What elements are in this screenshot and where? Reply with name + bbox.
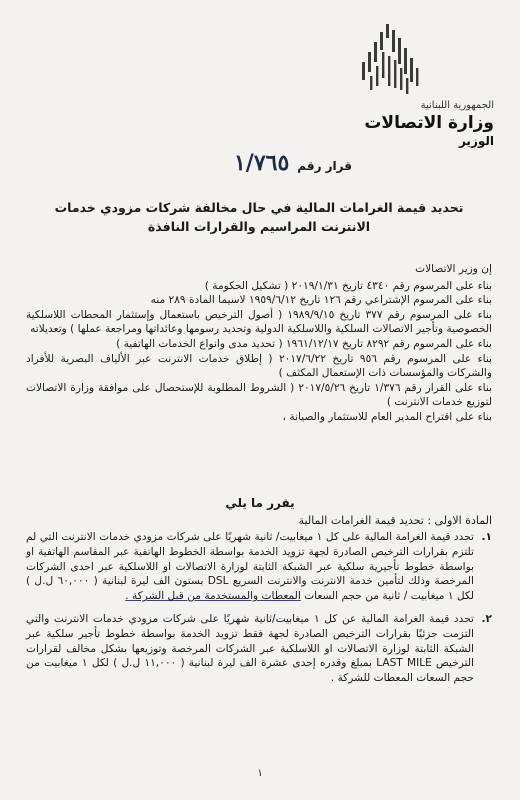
item-text: تحدد قيمة الغرامة المالية على كل ١ ميغابيت/ ثانية شهريًا على شركات مزودي خدمات الانترنت التي لم تلتزم بقرارات الترخيص الصادرة لجهة تزويد الخدمة بواسطة الخطوط الهاتفية عبر المقاسم الهاتفية او بواسطة خطوط تأجيرية سلكية عبر الشبكة الثابتة لوزارة الاتصالات او اللاسلكية عبر احدى الشركات المرخصة وذلك لتأمين خدمة الانترنت والانترنت السريع DSL بستون الف ليرة لبنانية ( ٦٠,٠٠٠ ل.ل ) لكل ١ ميغابيت / ثانية من حجم السعات bbox=[26, 531, 474, 603]
item-number: ٢. bbox=[481, 612, 492, 625]
item-text-underlined: المعطات والمستخدمة من قبل الشركة . bbox=[125, 590, 301, 603]
republic-name: الجمهورية اللبنانية bbox=[420, 100, 494, 111]
salutation: إن وزير الاتصالات bbox=[415, 263, 492, 275]
preamble-clause: بناء على المرسوم الإشتراعي رقم ١٢٦ تاريخ ١٩٥٩/٦/١٢ لاسيما المادة ٢٨٩ منه bbox=[150, 294, 492, 307]
list-item bbox=[26, 612, 492, 686]
article-one-heading: المادة الاولى : تحديد قيمة الغرامات المالية bbox=[298, 514, 492, 527]
decides-heading: يقرر ما يلي bbox=[225, 496, 295, 510]
document-title: تحديد قيمة الغرامات المالية في حال مخالفة شركات مزودي خدمات الانترنت المراسيم والقرارات النافذة bbox=[54, 200, 464, 234]
decree-number: ١/٧٦٥ bbox=[233, 150, 290, 176]
page-number: ١ bbox=[257, 768, 263, 779]
decree-line bbox=[234, 150, 352, 176]
cedar-stripes-logo-icon bbox=[352, 22, 426, 98]
item-text: تحدد قيمة الغرامة المالية عن كل ١ ميغابيت/ثانية شهريًا على شركات مزودي خدمات الانترنت والتي التزمت جزئيًا بقرارات الترخيص الصادرة لجهة فقط تزويد الخدمة بواسطة خطوط تأجير سلكية عبر الشبكة الثابتة لوزارة الاتصالات او اللاسلكية عبر الشركات المرخصة وتوزيعها بشكل مخالف لقرارات الترخيص LAST MILE بمبلغ وقدره إحدى عشرة الف ليرة لبنانية ( ١١,٠٠٠ ل.ل ) لكل ١ ميغابيت من حجم السعات المعطات للشركة . bbox=[26, 612, 474, 685]
preamble-clause: بناء على اقتراح المدير العام للاستثمار والصيانة ، bbox=[282, 410, 492, 423]
item-number: ١. bbox=[481, 531, 492, 543]
minister-title: الوزير bbox=[458, 134, 494, 148]
article-one-items bbox=[26, 530, 492, 686]
ministry-header bbox=[364, 100, 494, 148]
preamble-clause: بناء على المرسوم رقم ٣٧٧ تاريخ ١٩٨٩/٩/١٥ ( أصول الترخيص باستعمال وإستثمار المحطات اللاسلكية الخصوصية وتأجير الاتصالات السلكية واللاسلكية الدولية وتحديد رسومها وعائداتها ومراجعة عملها ) وتعديلاته bbox=[26, 308, 492, 336]
preamble-clause: بناء على القرار رقم ١/٣٧٦ تاريخ ٢٠١٧/٥/٢٦ ( الشروط المطلوبة للإستحصال على موافقة وزارة الاتصالات لتوزيع خدمات الانترنت ) bbox=[26, 381, 492, 409]
list-item bbox=[26, 530, 492, 604]
preamble bbox=[26, 262, 492, 425]
preamble-clause: بناء على المرسوم رقم ٤٣٤٠ تاريخ ٢٠١٩/١/٣١ ( تشكيل الحكومة ) bbox=[204, 279, 492, 292]
ministry-name: وزارة الاتصالات bbox=[364, 113, 494, 133]
decree-label: قرار رقم bbox=[297, 159, 352, 173]
preamble-clause: بناء على المرسوم رقم ٩٥٦ تاريخ ٢٠١٧/٦/٢٢ ( إطلاق خدمات الانترنت عبر الألياف البصرية للأفراد والشركات والمؤسسات ذات الإستعمال المكثف ) bbox=[26, 352, 492, 380]
preamble-clause: بناء على المرسوم رقم ٨٢٩٢ تاريخ ١٩٦١/١٢/١٧ ( تحديد مدى وانواع الخدمات الهاتفية ) bbox=[116, 337, 492, 350]
